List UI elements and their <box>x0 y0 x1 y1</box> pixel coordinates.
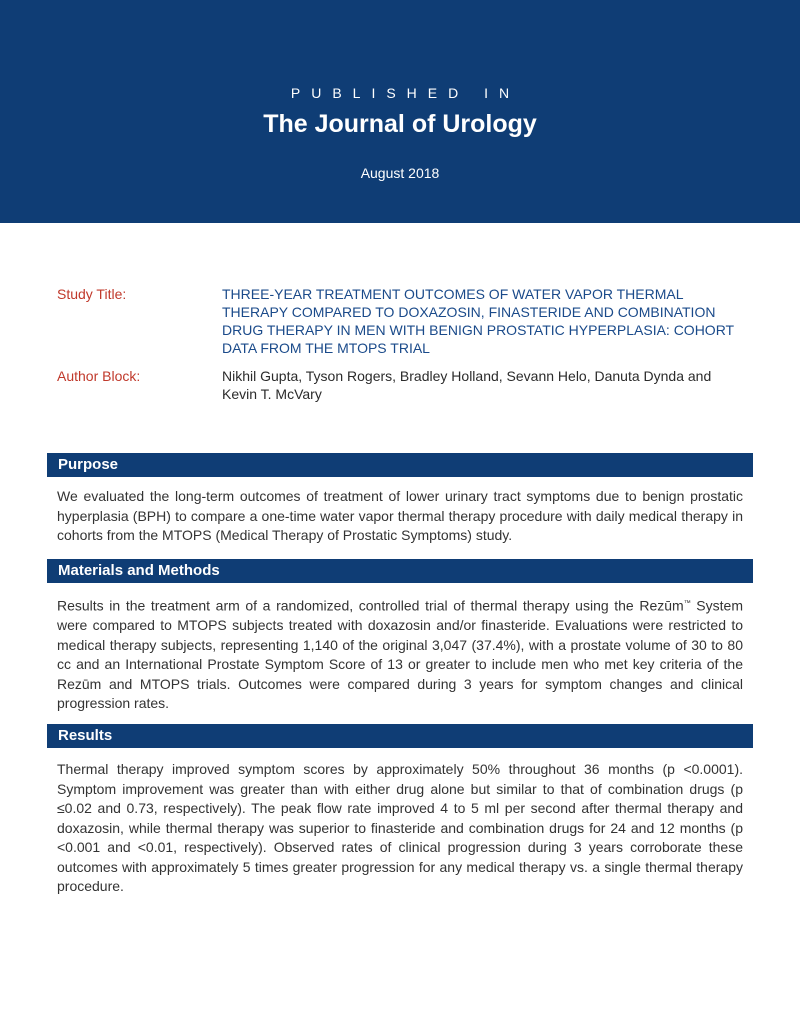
purpose-heading: Purpose <box>47 453 753 477</box>
trademark-symbol: ™ <box>683 600 691 607</box>
purpose-body: We evaluated the long-term outcomes of treatment of lower urinary tract symptoms due to benign prostatic hyperplasia (BPH) to compare a one-time water vapor thermal therapy procedure with daily medical therapy in cohorts from the MTOPS (Medical Therapy of Prostatic Symptoms) study. <box>57 488 743 543</box>
methods-heading: Materials and Methods <box>47 559 753 583</box>
author-block-label: Author Block: <box>57 368 141 384</box>
study-title: THREE-YEAR TREATMENT OUTCOMES OF WATER VAPOR THERMAL THERAPY COMPARED TO DOXAZOSIN, FINASTERIDE AND COMBINATION DRUG THERAPY IN MEN WITH BENIGN PROSTATIC HYPERPLASIA: COHORT DATA FROM THE MTOPS TRIAL <box>222 286 734 356</box>
journal-title: The Journal of Urology <box>263 110 537 138</box>
author-list: Nikhil Gupta, Tyson Rogers, Bradley Holland, Sevann Helo, Danuta Dynda and Kevin T. McVary <box>222 368 712 402</box>
results-body: Thermal therapy improved symptom scores by approximately 50% throughout 36 months (p <0.0001). Symptom improvement was greater than with either drug alone but similar to that of combination drugs (p ≤0.02 and 0.73, respectively). The peak flow rate improved 4 to 5 ml per second after thermal therapy and doxazosin, while thermal therapy was superior to finasteride and combination drugs for 24 and 12 months (p <0.001 and <0.01, respectively). Observed rates of clinical progression during 3 years corroborate these outcomes with approximately 5 times greater progression for any medical therapy vs. a single thermal therapy procedure. <box>57 761 743 894</box>
methods-body-part1: Results in the treatment arm of a randomized, controlled trial of thermal therapy using the Rezūm <box>57 597 684 614</box>
results-heading: Results <box>47 724 753 748</box>
methods-body <box>57 594 743 714</box>
methods-body-part2: System were compared to MTOPS subjects treated with doxazosin and/or finasteride. Evaluations were restricted to medical therapy subjects, representing 1,140 of the original 3,047 (37.4%), with a prostate volume of 30 to 80 cc and an International Prostate Symptom Score of 13 or greater to include men who met key criteria of the Rezūm and MTOPS trials. Outcomes were compared during 3 years for symptom changes and clinical progression rates. <box>57 597 743 712</box>
publication-date: August 2018 <box>360 165 440 181</box>
published-in-label: PUBLISHED IN <box>290 85 521 101</box>
header-banner <box>0 0 800 223</box>
study-title-label: Study Title: <box>57 286 127 302</box>
